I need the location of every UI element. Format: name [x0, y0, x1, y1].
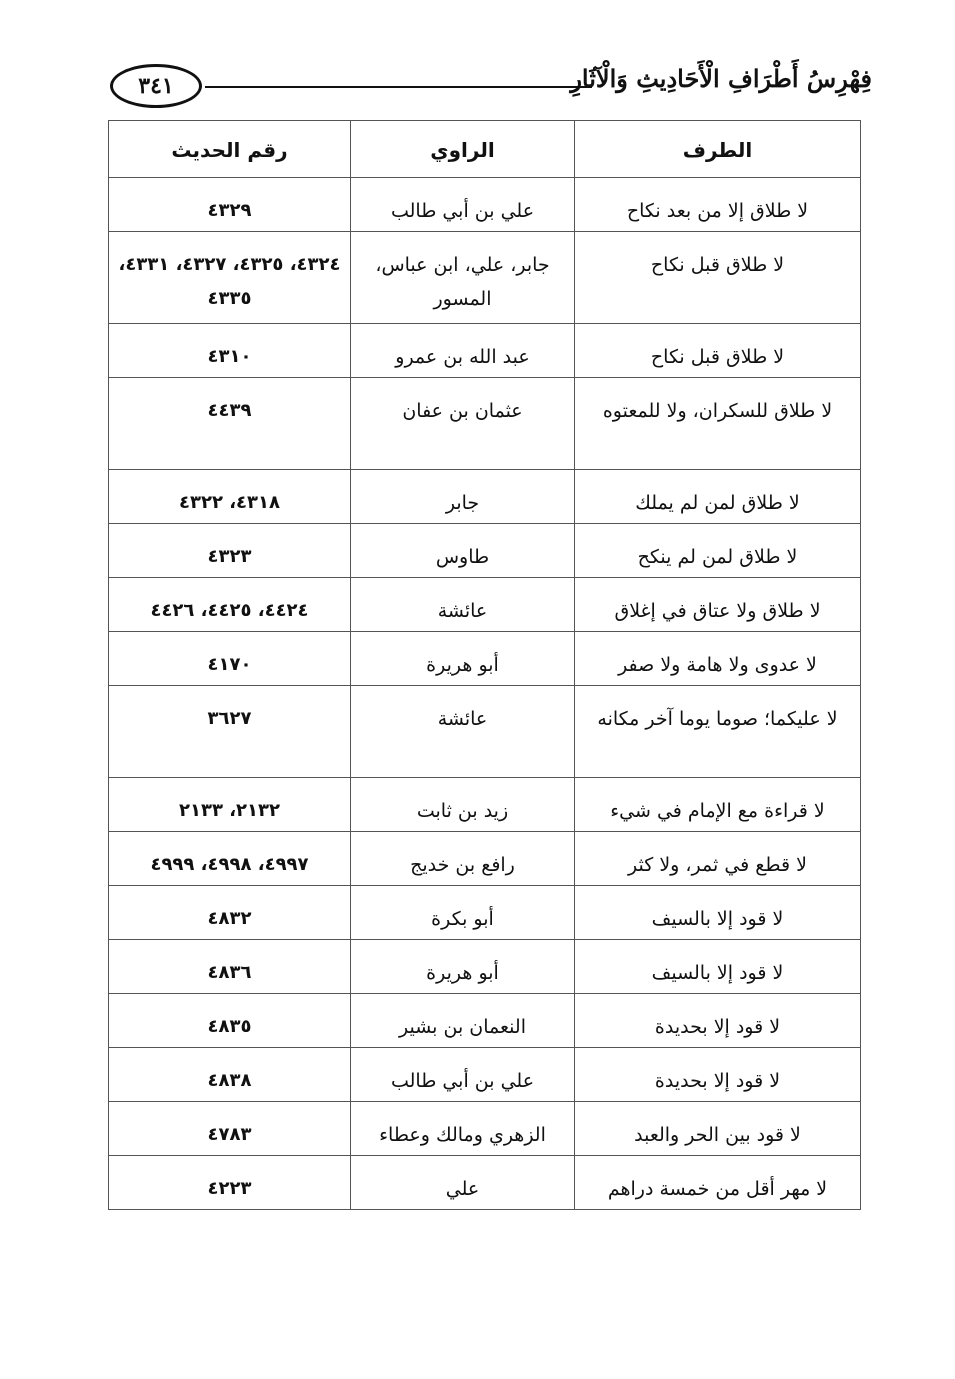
table-row: [109, 886, 861, 940]
tarf-cell: لا طلاق ولا عتاق في إغلاق: [575, 578, 861, 632]
tarf-cell: لا عدوى ولا هامة ولا صفر: [575, 632, 861, 686]
table-row: [109, 1102, 861, 1156]
column-header-tarf: الطرف: [575, 121, 861, 178]
tarf-cell: لا قود إلا بالسيف: [575, 886, 861, 940]
table-row: [109, 1156, 861, 1210]
page-title: فِهْرِسُ أَطْرَافِ الْأَحَادِيثِ وَالْآثَارِ: [570, 64, 872, 93]
rawi-cell: رافع بن خديج: [351, 832, 575, 886]
rawi-cell: علي بن أبي طالب: [351, 178, 575, 232]
hadith-number-cell: ٤٧٨٣: [109, 1102, 351, 1156]
hadith-number-cell: ٣٦٢٧: [109, 686, 351, 778]
hadith-number-cell: ٤٣٢٩: [109, 178, 351, 232]
tarf-cell: لا طلاق للسكران، ولا للمعتوه: [575, 378, 861, 470]
hadith-number-cell: ٤٨٣٦: [109, 940, 351, 994]
hadith-number-cell: ٤٨٣٨: [109, 1048, 351, 1102]
table-row: [109, 578, 861, 632]
page-number-badge: ٣٤١: [110, 64, 202, 108]
tarf-cell: لا عليكما؛ صوما يوما آخر مكانه: [575, 686, 861, 778]
table-row: [109, 470, 861, 524]
table-row: [109, 632, 861, 686]
table-row: [109, 178, 861, 232]
tarf-cell: لا قود بين الحر والعبد: [575, 1102, 861, 1156]
rawi-cell: زيد بن ثابت: [351, 778, 575, 832]
table-row: [109, 832, 861, 886]
tarf-cell: لا قراءة مع الإمام في شيء: [575, 778, 861, 832]
rawi-cell: عبد الله بن عمرو: [351, 324, 575, 378]
column-header-number: رقم الحديث: [109, 121, 351, 178]
column-header-rawi: الراوي: [351, 121, 575, 178]
table-row: [109, 232, 861, 324]
hadith-number-cell: ٤٣٢٤، ٤٣٢٥، ٤٣٢٧، ٤٣٣١، ٤٣٣٥: [109, 232, 351, 324]
table-row: [109, 324, 861, 378]
rawi-cell: عثمان بن عفان: [351, 378, 575, 470]
tarf-cell: لا قطع في ثمر، ولا كثر: [575, 832, 861, 886]
rawi-cell: الزهري ومالك وعطاء: [351, 1102, 575, 1156]
rawi-cell: عائشة: [351, 686, 575, 778]
tarf-cell: لا مهر أقل من خمسة دراهم: [575, 1156, 861, 1210]
rawi-cell: أبو هريرة: [351, 940, 575, 994]
hadith-number-cell: ٤٤٣٩: [109, 378, 351, 470]
hadith-index-table: [108, 120, 861, 1210]
rawi-cell: النعمان بن بشير: [351, 994, 575, 1048]
header-rule: [205, 86, 592, 88]
hadith-number-cell: ٤٩٩٧، ٤٩٩٨، ٤٩٩٩: [109, 832, 351, 886]
table-row: [109, 940, 861, 994]
rawi-cell: علي: [351, 1156, 575, 1210]
rawi-cell: جابر: [351, 470, 575, 524]
tarf-cell: لا طلاق لمن لم يملك: [575, 470, 861, 524]
table-row: [109, 524, 861, 578]
hadith-number-cell: ٤٣١٠: [109, 324, 351, 378]
tarf-cell: لا طلاق قبل نكاح: [575, 232, 861, 324]
rawi-cell: أبو بكرة: [351, 886, 575, 940]
rawi-cell: علي بن أبي طالب: [351, 1048, 575, 1102]
rawi-cell: عائشة: [351, 578, 575, 632]
hadith-number-cell: ٤١٧٠: [109, 632, 351, 686]
rawi-cell: أبو هريرة: [351, 632, 575, 686]
hadith-number-cell: ٤٣٢٣: [109, 524, 351, 578]
hadith-number-cell: ٤٨٣٥: [109, 994, 351, 1048]
tarf-cell: لا طلاق قبل نكاح: [575, 324, 861, 378]
table-header-row: [109, 121, 861, 178]
table-row: [109, 1048, 861, 1102]
tarf-cell: لا طلاق لمن لم ينكح: [575, 524, 861, 578]
hadith-number-cell: ٤٤٢٤، ٤٤٢٥، ٤٤٢٦: [109, 578, 351, 632]
tarf-cell: لا طلاق إلا من بعد نكاح: [575, 178, 861, 232]
hadith-number-cell: ٤٣١٨، ٤٣٢٢: [109, 470, 351, 524]
tarf-cell: لا قود إلا بالسيف: [575, 940, 861, 994]
table-row: [109, 378, 861, 470]
table-row: [109, 994, 861, 1048]
hadith-number-cell: ٤٢٢٣: [109, 1156, 351, 1210]
rawi-cell: طاوس: [351, 524, 575, 578]
rawi-cell: جابر، علي، ابن عباس، المسور: [351, 232, 575, 324]
table-row: [109, 686, 861, 778]
tarf-cell: لا قود إلا بحديدة: [575, 1048, 861, 1102]
page-header: [110, 58, 872, 110]
hadith-number-cell: ٢١٣٢، ٢١٣٣: [109, 778, 351, 832]
table-row: [109, 778, 861, 832]
hadith-number-cell: ٤٨٣٢: [109, 886, 351, 940]
tarf-cell: لا قود إلا بحديدة: [575, 994, 861, 1048]
